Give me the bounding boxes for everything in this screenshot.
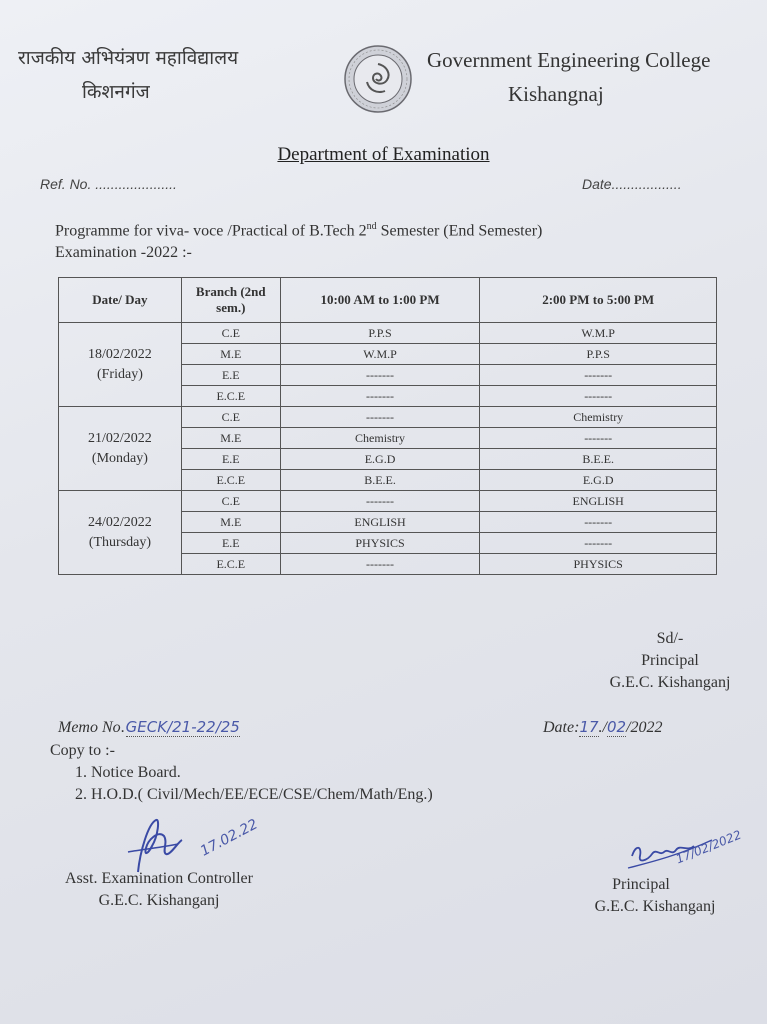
morning-subject-cell: ENGLISH [280,512,480,533]
copy-to-block [50,740,433,806]
college-name-english: Government Engineering College [427,48,711,72]
branch-cell: C.E [181,491,280,512]
timetable-body [59,323,717,575]
branch-cell: E.E [181,533,280,554]
asst-controller-title: Asst. Examination Controller [65,870,253,887]
morning-subject-cell: ------- [280,365,480,386]
exam-date: 21/02/2022 [88,430,152,446]
afternoon-subject-cell: ------- [480,386,717,407]
branch-cell: E.C.E [181,470,280,491]
college-city-english: Kishangnaj [508,82,604,106]
memo-date-day: 17 [579,718,599,736]
copy-item-hod: 2. H.O.D.( Civil/Mech/EE/ECE/CSE/Chem/Math/Eng.) [75,786,433,803]
morning-subject-cell: ------- [280,407,480,428]
branch-cell: M.E [181,428,280,449]
afternoon-subject-cell: ------- [480,428,717,449]
signoff-sd: Sd/- [656,630,684,647]
principal-place: G.E.C. Kishanganj [594,898,716,915]
table-row [59,491,717,512]
branch-cell: E.C.E [181,386,280,407]
branch-cell: E.C.E [181,554,280,575]
table-row [59,407,717,428]
signoff-block [600,628,740,694]
branch-cell: C.E [181,323,280,344]
afternoon-subject-cell: ------- [480,365,717,386]
programme-sup: nd [366,221,377,232]
college-name-hindi: राजकीय अभियंत्रण महाविद्यालय [18,47,239,69]
morning-subject-cell: P.P.S [280,323,480,344]
afternoon-subject-cell: ENGLISH [480,491,717,512]
exam-date: 18/02/2022 [88,346,152,362]
college-city-hindi: किशनगंज [82,81,150,103]
exam-day: (Monday) [91,450,148,466]
afternoon-subject-cell: P.P.S [480,344,717,365]
date-day-cell [59,323,182,407]
morning-subject-cell: ------- [280,554,480,575]
date-label: Date.................. [582,176,682,192]
branch-cell: E.E [181,365,280,386]
branch-cell: E.E [181,449,280,470]
memo-date-month: 02 [606,718,627,736]
memo-date-year: /2022 [626,719,663,736]
exam-day: (Friday) [96,366,143,382]
afternoon-subject-cell: ------- [480,512,717,533]
morning-subject-cell: E.G.D [280,449,480,470]
branch-cell: M.E [181,512,280,533]
afternoon-subject-cell: ------- [480,533,717,554]
afternoon-subject-cell: W.M.P [480,323,717,344]
morning-subject-cell: ------- [280,386,480,407]
exam-timetable [58,277,717,575]
programme-line1-pre: Programme for viva- voce /Practical of B.Tech 2 [55,222,367,240]
principal-block [575,874,735,918]
afternoon-subject-cell: E.G.D [480,470,717,491]
signoff-title: Principal [641,652,699,669]
morning-subject-cell: B.E.E. [280,470,480,491]
programme-line2: Examination -2022 :- [55,244,192,262]
branch-cell: M.E [181,344,280,365]
asst-controller-place: G.E.C. Kishanganj [98,892,220,909]
memo-label: Memo No [58,719,121,736]
programme-title [55,216,542,264]
asst-controller-block [44,868,274,912]
copy-item-notice-board: 1. Notice Board. [75,764,181,781]
morning-subject-cell: W.M.P [280,344,480,365]
header-date-day: Date/ Day [59,278,182,323]
morning-subject-cell: Chemistry [280,428,480,449]
memo-date-label: Date: [543,719,580,736]
principal-sign-date: 17/02/2022 [673,827,744,867]
table-row [59,323,717,344]
programme-line1-post: Semester (End Semester) [376,222,543,240]
table-header-row [59,278,717,323]
date-day-cell [59,407,182,491]
memo-date: Date:17./02/2022 [543,718,663,736]
morning-subject-cell: PHYSICS [280,533,480,554]
header-branch: Branch (2nd sem.) [181,278,280,323]
afternoon-subject-cell: Chemistry [480,407,717,428]
exam-day: (Thursday) [88,534,152,550]
memo-handwritten-number: GECK/21-22/25 [125,718,240,736]
department-title: Department of Examination [277,144,490,165]
header-morning-slot: 10:00 AM to 1:00 PM [280,278,480,323]
signoff-place: G.E.C. Kishanganj [609,674,731,691]
college-seal-logo [343,44,413,114]
ref-number-label: Ref. No. ..................... [40,176,177,192]
afternoon-subject-cell: PHYSICS [480,554,717,575]
exam-date: 24/02/2022 [88,514,152,530]
afternoon-subject-cell: B.E.E. [480,449,717,470]
asst-controller-sign-date: 17.02.22 [197,816,261,860]
copy-to-label: Copy to :- [50,742,115,759]
header-afternoon-slot: 2:00 PM to 5:00 PM [480,278,717,323]
principal-title: Principal [612,876,670,893]
date-day-cell [59,491,182,575]
branch-cell: C.E [181,407,280,428]
memo-number: Memo No.GECK/21-22/25 [58,718,240,736]
morning-subject-cell: ------- [280,491,480,512]
